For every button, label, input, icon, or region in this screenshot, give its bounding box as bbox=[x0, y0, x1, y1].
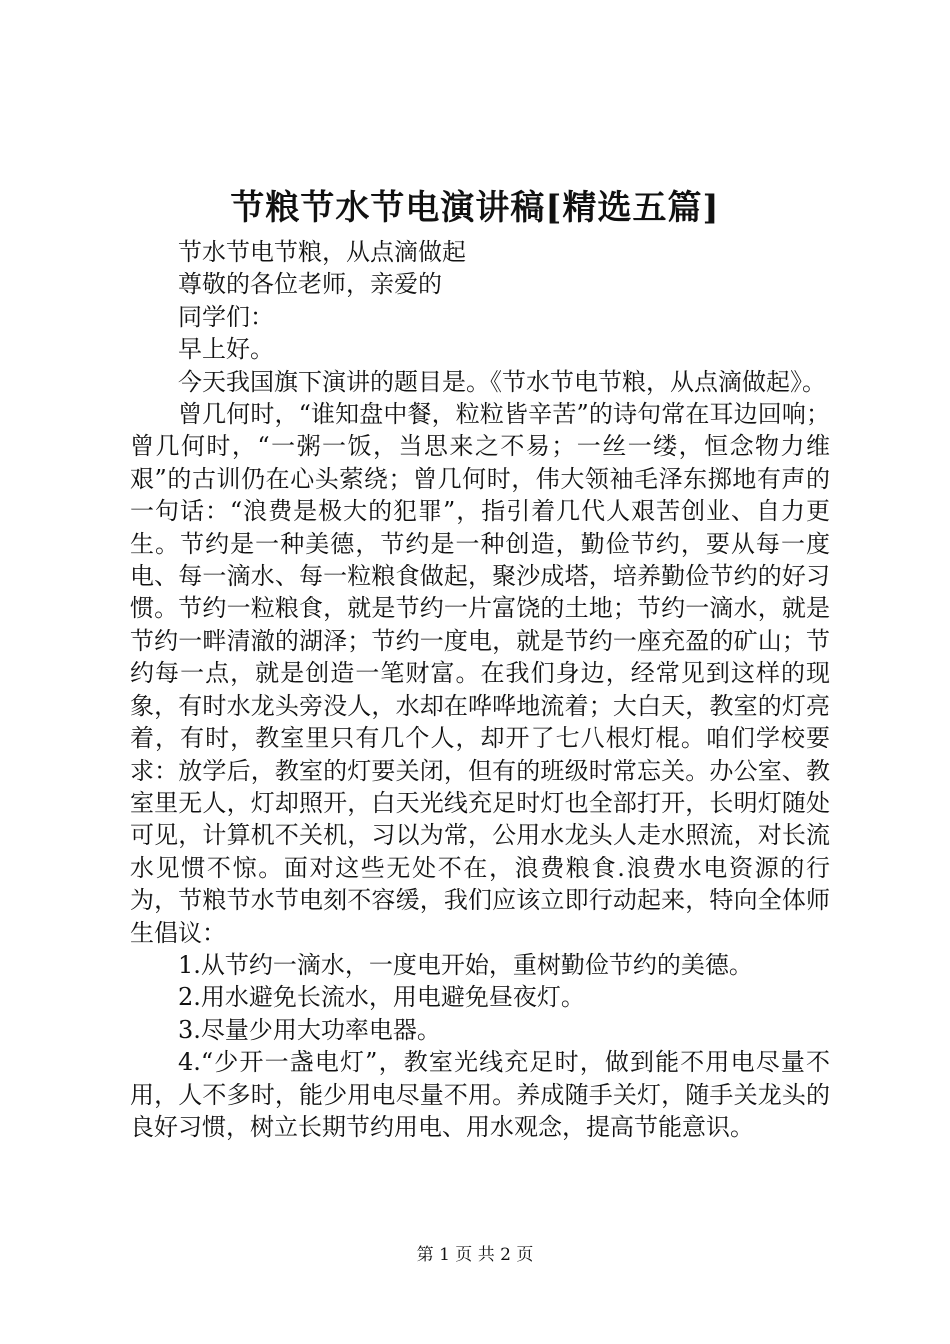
paragraph-subtitle: 节水节电节粮，从点滴做起 bbox=[178, 238, 466, 266]
list-item-2: 2.用水避免长流水，用电避免昼夜灯。 bbox=[178, 983, 585, 1012]
list-item-1: 1.从节约一滴水，一度电开始，重树勤俭节约的美德。 bbox=[178, 950, 753, 979]
paragraph-main: 曾几何时，“谁知盘中餐，粒粒皆辛苦”的诗句常在耳边回响；曾几何时，“一粥一饭，当思来之不易；一丝一缕，恒念物力维艰”的古训仍在心头萦绕；曾几何时，伟大领袖毛泽东掷地有声的一句话：“浪费是极大的犯罪”，指引着几代人艰苦创业、自力更生。节约是一种美德，节约是一种创造，勤俭节约，要从每一度电、每一滴水、每一粒粮食做起，聚沙成塔，培养勤俭节约的好习惯。节约一粒粮食，就是节约一片富饶的土地；节约一滴水，就是节约一畔清澈的湖泽；节约一度电，就是节约一座充盈的矿山；节约每一点，就是创造一笔财富。在我们身边，经常见到这样的现象，有时水龙头旁没人，水却在哗哗地流着；大白天，教室的灯亮着，有时，教室里只有几个人，却开了七八根灯棍。咱们学校要求：放学后，教室的灯要关闭，但有的班级时常忘关。办公室、教室里无人，灯却照开，白天光线充足时灯也全部打开，长明灯随处可见，计算机不关机，习以为常，公用水龙头人走水照流，对长流水见惯不惊。面对这些无处不在，浪费粮食.浪费水电资源的行为，节粮节水节电刻不容缓，我们应该立即行动起来，特向全体师生倡议： bbox=[130, 400, 830, 947]
document-body bbox=[130, 236, 830, 1143]
list-item-3: 3.尽量少用大功率电器。 bbox=[178, 1015, 441, 1044]
page-footer: 第 1 页 共 2 页 bbox=[416, 1245, 534, 1265]
list-item-4: 4.“少开一盏电灯”，教室光线充足时，做到能不用电尽量不用，人不多时，能少用电尽量不用。养成随手关灯，随手关龙头的良好习惯，树立长期节约用电、用水观念，提高节能意识。 bbox=[130, 1048, 830, 1141]
paragraph-greeting: 早上好。 bbox=[178, 335, 274, 364]
paragraph-topic: 今天我国旗下演讲的题目是。《节水节电节粮，从点滴做起》。 bbox=[178, 367, 826, 396]
document-title: 节粮节水节电演讲稿[精选五篇] bbox=[230, 188, 720, 228]
paragraph-salutation-2: 同学们： bbox=[178, 302, 274, 331]
paragraph-salutation-1: 尊敬的各位老师，亲爱的 bbox=[178, 270, 442, 299]
